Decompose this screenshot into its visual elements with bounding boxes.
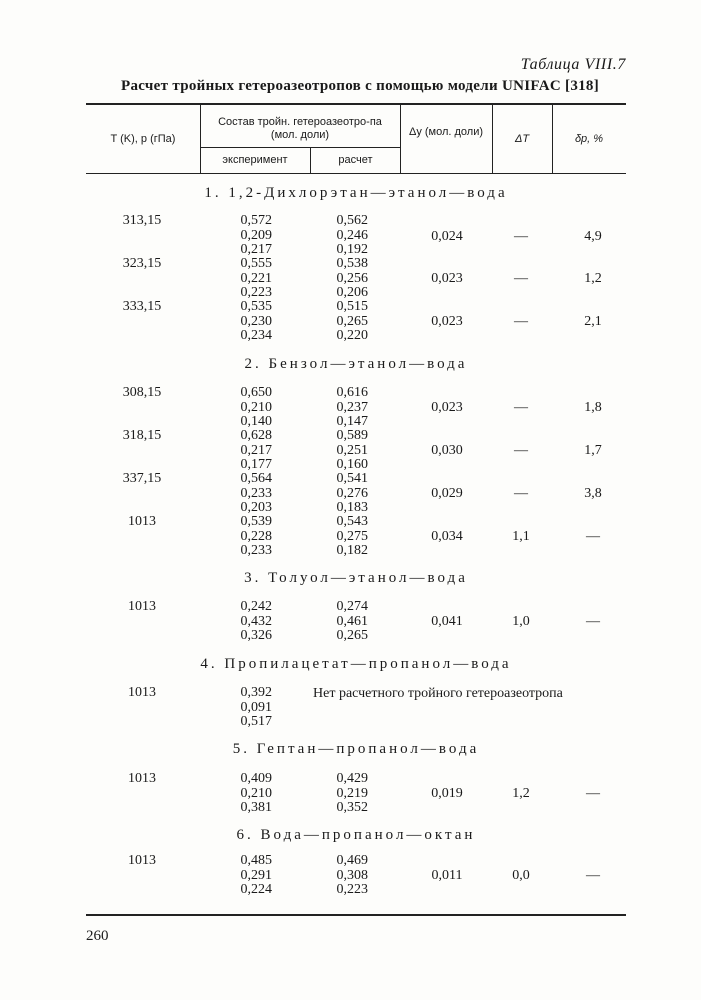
dT-value: —	[514, 314, 528, 329]
header-tp: T (K), p (гПа)	[110, 133, 176, 145]
exp-value: 0,228	[240, 528, 272, 544]
calc-value: 0,219	[336, 785, 368, 801]
calc-value: 0,515	[336, 299, 368, 314]
exp-value: 0,628	[240, 428, 272, 443]
tp-cell: 1013	[128, 514, 156, 529]
exp-value: 0,485	[240, 853, 272, 868]
dy-value: 0,041	[431, 614, 463, 629]
exp-value: 0,217	[240, 442, 272, 458]
calc-value: 0,147	[336, 414, 368, 429]
exp-value: 0,233	[240, 485, 272, 501]
dy-value: 0,024	[431, 229, 463, 244]
exp-value: 0,432	[240, 613, 272, 629]
exp-value: 0,291	[240, 867, 272, 883]
calc-value: 0,541	[336, 471, 368, 486]
calc-value: 0,192	[336, 242, 368, 257]
calc-value: 0,206	[336, 285, 368, 300]
exp-value: 0,210	[240, 785, 272, 801]
dp-value: —	[586, 868, 600, 883]
tp-cell: 1013	[128, 771, 156, 786]
exp-value: 0,223	[240, 285, 272, 300]
dp-value: 1,8	[584, 400, 602, 415]
calc-value: 0,461	[336, 613, 368, 629]
calc-value: 0,543	[336, 514, 368, 529]
dp-value: 3,8	[584, 486, 602, 501]
table-title: Расчет тройных гетероазеотропов с помощью модели UNIFAC [318]	[120, 78, 600, 94]
calc-value: 0,182	[336, 543, 368, 558]
exp-value: 0,326	[240, 628, 272, 643]
exp-value: 0,209	[240, 227, 272, 243]
header-top-rule	[86, 103, 626, 105]
dp-value: 2,1	[584, 314, 602, 329]
calc-value: 0,265	[336, 628, 368, 643]
dy-value: 0,029	[431, 486, 463, 501]
dy-value: 0,023	[431, 271, 463, 286]
table-label: Таблица VIII.7	[520, 56, 626, 73]
exp-value: 0,517	[240, 714, 272, 729]
calc-value: 0,251	[336, 442, 368, 458]
dy-value: 0,034	[431, 529, 463, 544]
exp-value: 0,140	[240, 414, 272, 429]
dy-value: 0,019	[431, 786, 463, 801]
calc-value: 0,256	[336, 270, 368, 286]
exp-value: 0,564	[240, 471, 272, 486]
calc-value: 0,616	[336, 385, 368, 400]
calc-value: 0,220	[336, 328, 368, 343]
dT-value: —	[514, 443, 528, 458]
dp-value: —	[586, 786, 600, 801]
section-title: 3. Толуол—этанол—вода	[244, 570, 468, 586]
exp-value: 0,572	[240, 213, 272, 228]
dp-value: —	[586, 529, 600, 544]
exp-value: 0,210	[240, 399, 272, 415]
tp-cell: 1013	[128, 599, 156, 614]
calc-value: 0,308	[336, 867, 368, 883]
section-title: 4. Пропилацетат—пропанол—вода	[200, 656, 512, 672]
calc-value: 0,275	[336, 528, 368, 544]
dT-value: —	[514, 400, 528, 415]
calc-value: 0,183	[336, 500, 368, 515]
section-title: 5. Гептан—пропанол—вода	[232, 741, 480, 757]
page-number: 260	[86, 928, 109, 944]
calc-value: 0,274	[336, 599, 368, 614]
tp-cell: 1013	[128, 685, 156, 700]
exp-value: 0,233	[240, 543, 272, 558]
header-calc: расчет	[338, 154, 373, 166]
calc-value: 0,276	[336, 485, 368, 501]
header-dp: δp, %	[574, 133, 604, 145]
exp-value: 0,203	[240, 500, 272, 515]
dT-value: —	[514, 271, 528, 286]
calc-value: 0,246	[336, 227, 368, 243]
exp-value: 0,409	[240, 771, 272, 786]
calc-value: 0,538	[336, 256, 368, 271]
dT-value: 1,2	[512, 786, 530, 801]
dT-value: —	[514, 486, 528, 501]
tp-cell: 333,15	[122, 299, 162, 314]
dy-value: 0,030	[431, 443, 463, 458]
header-bottom-rule	[86, 173, 626, 174]
calc-value: 0,429	[336, 771, 368, 786]
exp-value: 0,650	[240, 385, 272, 400]
dy-value: 0,023	[431, 400, 463, 415]
dT-value: —	[514, 229, 528, 244]
calc-value: 0,237	[336, 399, 368, 415]
dy-value: 0,023	[431, 314, 463, 329]
exp-value: 0,392	[240, 685, 272, 700]
section-title: 1. 1,2-Дихлорэтан—этанол—вода	[204, 185, 508, 201]
exp-value: 0,539	[240, 514, 272, 529]
dp-value: —	[586, 614, 600, 629]
dT-value: 1,1	[512, 529, 530, 544]
section-title: 2. Бензол—этанол—вода	[244, 356, 468, 372]
calc-value: 0,160	[336, 457, 368, 472]
tp-cell: 318,15	[122, 428, 162, 443]
tp-cell: 323,15	[122, 256, 162, 271]
header-mid-rule	[200, 147, 400, 148]
dp-value: 4,9	[584, 229, 602, 244]
exp-value: 0,177	[240, 457, 272, 472]
tp-cell: 1013	[128, 853, 156, 868]
calc-value: 0,352	[336, 800, 368, 815]
exp-value: 0,535	[240, 299, 272, 314]
exp-value: 0,230	[240, 313, 272, 329]
no-calc-note: Нет расчетного тройного гетероазеотропа	[313, 686, 563, 701]
dp-value: 1,7	[584, 443, 602, 458]
exp-value: 0,242	[240, 599, 272, 614]
exp-value: 0,234	[240, 328, 272, 343]
exp-value: 0,555	[240, 256, 272, 271]
exp-value: 0,224	[240, 882, 272, 897]
exp-value: 0,381	[240, 800, 272, 815]
tp-cell: 308,15	[122, 385, 162, 400]
dT-value: 0,0	[512, 868, 530, 883]
header-dy: Δy (мол. доли)	[408, 126, 484, 138]
exp-value: 0,221	[240, 270, 272, 286]
calc-value: 0,265	[336, 313, 368, 329]
dT-value: 1,0	[512, 614, 530, 629]
dp-value: 1,2	[584, 271, 602, 286]
exp-value: 0,091	[240, 699, 272, 715]
calc-value: 0,223	[336, 882, 368, 897]
calc-value: 0,469	[336, 853, 368, 868]
tp-cell: 313,15	[122, 213, 162, 228]
tp-cell: 337,15	[122, 471, 162, 486]
header-composition: Состав тройн. гетероазеотро-па (мол. доли)	[218, 116, 382, 141]
dy-value: 0,011	[431, 868, 463, 883]
table-bottom-rule	[86, 914, 626, 916]
calc-value: 0,589	[336, 428, 368, 443]
calc-value: 0,562	[336, 213, 368, 228]
header-dT: ΔT	[514, 133, 530, 145]
header-vrule	[400, 104, 401, 173]
exp-value: 0,217	[240, 242, 272, 257]
section-title: 6. Вода—пропанол—октан	[236, 827, 476, 843]
header-experiment: эксперимент	[222, 154, 288, 166]
